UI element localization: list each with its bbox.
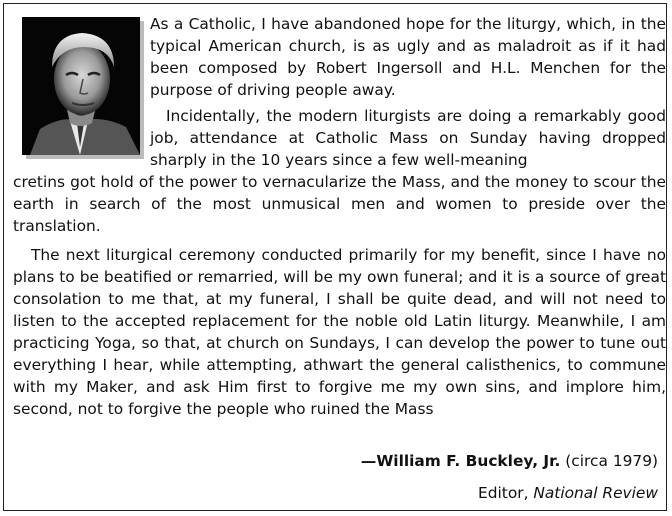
quote-paragraph-3: The next liturgical ceremony conducted primarily for my benefit, since I have no plans to be beatified or remarried, will be my own funeral; and it is a source of great consolation to me that, at my funeral, I shall be quite dead, and will not need to listen to the accepted replacement for the noble old Latin liturgy. Meanwhile, I am practicing Yoga, so that, at church on Sundays, I can develop the power to tune out everything I hear, while attempting, athwart the general calisthenics, to commune with my Maker, and ask Him first to forgive me my own sins, and implore him, second, not to forgive the people who ruined the Mass — [13, 246, 666, 418]
publication-name: National Review — [533, 484, 658, 502]
role-prefix: Editor, — [478, 484, 534, 502]
quote-paragraph-2-intro: Incidentally, the modern liturgists are doing a remarkably good job, attendance at Catholic Mass on Sunday having dropped sharply in the 10 years since a few well-meaning — [150, 107, 666, 169]
quote-card — [3, 3, 667, 511]
author-role — [478, 482, 658, 504]
quote-paragraph-1: As a Catholic, I have abandoned hope for the liturgy, which, in the typical American church, is as ugly and as maladroit as if it had been composed by Robert Ingersoll and H.L. Menchen for the purpose of driving people away. — [150, 15, 666, 99]
attribution-line — [361, 450, 658, 472]
portrait-image — [22, 17, 140, 155]
author-portrait — [22, 17, 140, 155]
quote-date: (circa 1979) — [560, 452, 658, 470]
author-name: —William F. Buckley, Jr. — [360, 452, 561, 470]
quote-paragraph-2-rest: cretins got hold of the power to vernacularize the Mass, and the money to scour the earth in search of the most unmusical men and women to preside over the translation. — [13, 173, 666, 235]
